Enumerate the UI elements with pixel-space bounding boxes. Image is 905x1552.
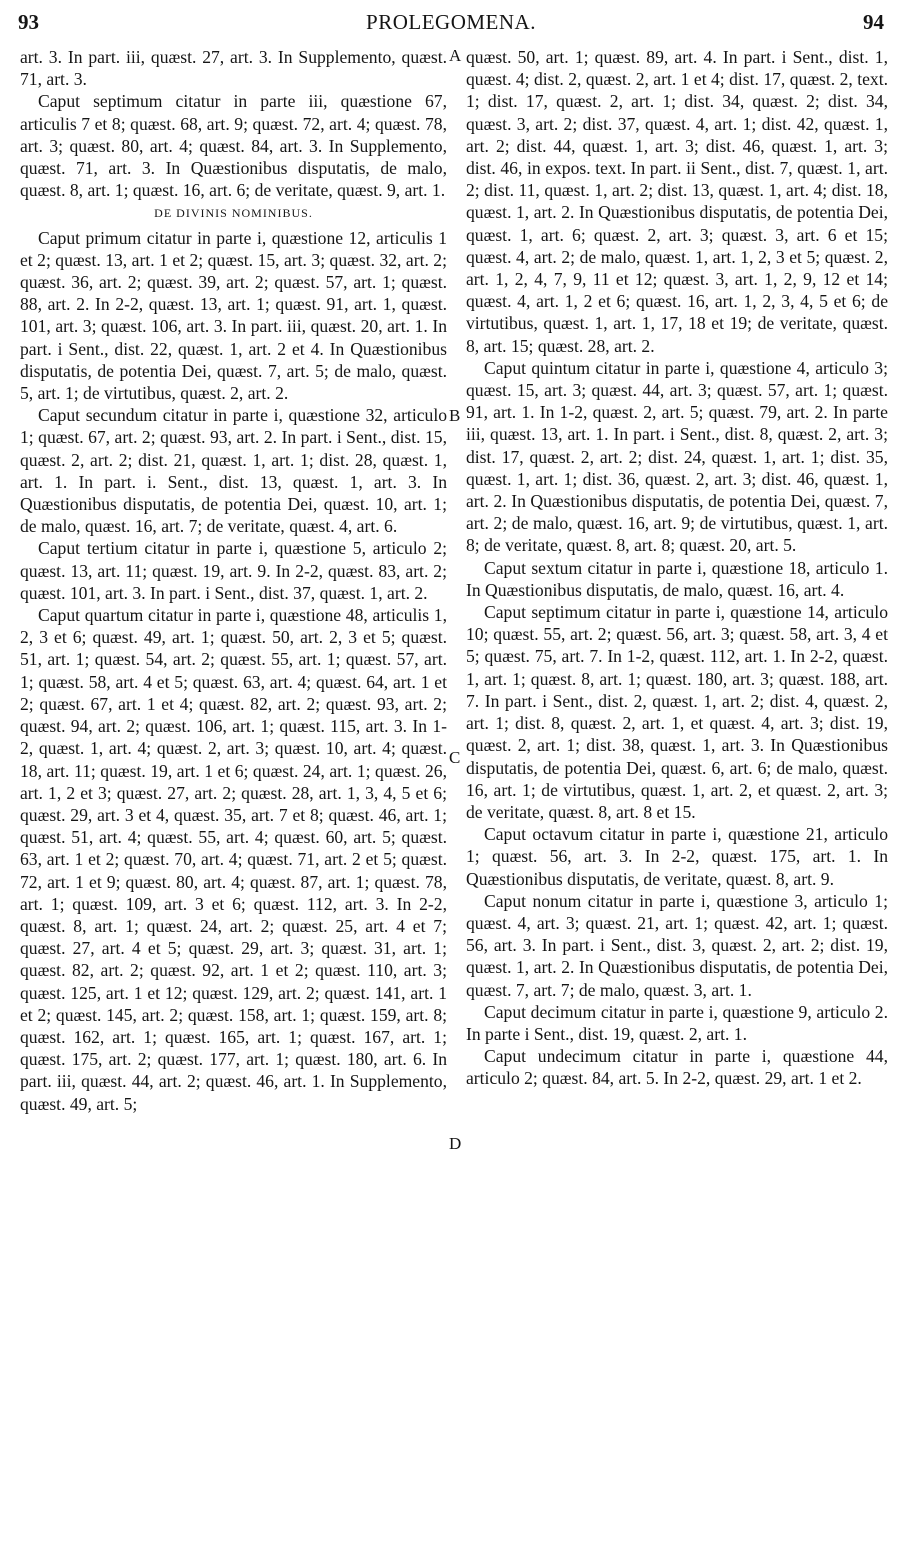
- paragraph: Caput sextum citatur in parte i, quæstione 18, articulo 1. In Quæstionibus disputatis, de malo, quæst. 16, art. 4.: [466, 557, 888, 600]
- paragraph: Caput quartum citatur in parte i, quæstione 48, articulis 1, 2, 3 et 6; quæst. 49, art. 1; quæst. 50, art. 2, 3 et 5; quæst. 51, art. 1; quæst. 54, art. 2; quæst. 55, art. 1; quæst. 57, art. 1; quæst. 58, art. 4 et 5; quæst. 63, art. 4; quæst. 64, art. 1 et 2; quæst. 67, art. 1 et 4; quæst. 82, art. 2; quæst. 93, art. 2; quæst. 94, art. 2; quæst. 106, art. 1; quæst. 115, art. 3. In 1-2, quæst. 1, art. 4; quæst. 2, art. 3; quæst. 10, art. 4; quæst. 18, art. 11; quæst. 19, art. 1 et 6; quæst. 24, art. 1; quæst. 26, art. 1, 2 et 3; quæst. 27, art. 2; quæst. 28, art. 1, 3, 4, 5 et 6; quæst. 29, art. 3 et 4, quæst. 35, art. 7 et 8; quæst. 46, art. 1; quæst. 51, art. 4; quæst. 55, art. 4; quæst. 60, art. 5; quæst. 63, art. 1 et 2; quæst. 70, art. 4; quæst. 71, art. 2 et 5; quæst. 72, art. 1 et 9; quæst. 80, art. 4; quæst. 87, art. 1; quæst. 78, art. 1; quæst. 109, art. 3 et 6; quæst. 112, art. 3. In 2-2, quæst. 8, art. 1; quæst. 24, art. 2; quæst. 25, art. 4 et 7; quæst. 27, art. 4 et 5; quæst. 29, art. 3; quæst. 31, art. 1; quæst. 82, art. 2; quæst. 92, art. 1 et 2; quæst. 110, art. 3; quæst. 125, art. 1 et 12; quæst. 129, art. 2; quæst. 141, art. 1 et 2; quæst. 145, art. 2; quæst. 158, art. 1; quæst. 159, art. 8; quæst. 162, art. 1; quæst. 165, art. 1; quæst. 167, art. 1; quæst. 175, art. 2; quæst. 177, art. 1; quæst. 180, art. 6. In part. iii, quæst. 44, art. 2; quæst. 46, art. 1. In Supplemento, quæst. 49, art. 5;: [20, 605, 447, 1114]
- left-page-number: 93: [18, 10, 39, 34]
- paragraph: Caput tertium citatur in parte i, quæstione 5, articulo 2; quæst. 13, art. 11; quæst. 19, art. 9. In 2-2, quæst. 83, art. 2; quæst. 101, art. 3. In part. i Sent., dist. 37, quæst. 1, art. 2.: [20, 538, 447, 603]
- right-page-number: 94: [863, 10, 884, 34]
- paragraph: quæst. 50, art. 1; quæst. 89, art. 4. In part. i Sent., dist. 1, quæst. 4; dist. 2, quæst. 2, art. 1 et 4; dist. 17, quæst. 2, text. 1; dist. 17, quæst. 2, art. 1; dist. 34, quæst. 2; dist. 34, quæst. 3, art. 2; dist. 37, quæst. 4, art. 1; dist. 42, quæst. 1, art. 2; dist. 44, quæst. 1, art. 3; dist. 46, quæst. 1, art. 3; dist. 46, in expos. text. In part. ii Sent., dist. 7, quæst. 1, art. 2; dist. 11, quæst. 1, art. 2; dist. 13, quæst. 1, art. 4; dist. 18, quæst. 1, art. 2. In Quæstionibus disputatis, de potentia Dei, quæst. 1, art. 6; quæst. 2, art. 3; quæst. 3, art. 6 et 15; quæst. 4, art. 2; de malo, quæst. 1, art. 1, 2, 3 et 5; quæst. 2, art. 1, 2, 4, 7, 9, 11 et 12; quæst. 3, art. 1, 2, 9, 12 et 14; quæst. 4, art. 1, 2 et 6; quæst. 16, art. 1, 2, 3, 4, 5 et 6; de virtutibus, quæst. 1, art. 1, 17, 18 et 19; de veritate, quæst. 8, art. 15; quæst. 28, art. 2.: [466, 47, 888, 356]
- margin-letter-d: D: [449, 1134, 462, 1153]
- paragraph: Caput primum citatur in parte i, quæstione 12, articulis 1 et 2; quæst. 13, art. 1 et 2; quæst. 15, art. 3; quæst. 32, art. 2; quæst. 36, art. 2; quæst. 39, art. 2; quæst. 57, art. 1; quæst. 88, art. 2. In 2-2, quæst. 13, art. 1; quæst. 91, art. 1, quæst. 101, art. 3; quæst. 106, art. 3. In part. iii, quæst. 20, art. 1. In part. i Sent., dist. 22, quæst. 1, art. 2 et 4. In Quæstionibus disputatis, de potentia Dei, quæst. 7, art. 5; de malo, quæst. 5, art. 1; de virtutibus, quæst. 2, art. 2.: [20, 227, 447, 404]
- paragraph: Caput secundum citatur in parte i, quæstione 32, articulo 1; quæst. 67, art. 2; quæst. 93, art. 2. In part. i Sent., dist. 15, quæst. 2, art. 2; dist. 21, quæst. 1, art. 1; dist. 28, quæst. 1, art. 1. In part. i. Sent., dist. 13, quæst. 1, art. 3. In Quæstionibus disputatis, de potentia Dei, quæst. 10, art. 1; de malo, quæst. 16, art. 7; de veritate, quæst. 4, art. 6.: [20, 405, 447, 537]
- paragraph: Caput quintum citatur in parte i, quæstione 4, articulo 3; quæst. 15, art. 3; quæst. 44, art. 3; quæst. 57, art. 1; quæst. 91, art. 1. In 1-2, quæst. 2, art. 5; quæst. 79, art. 2. In parte iii, quæst. 13, art. 1. In part. i Sent., dist. 8, quæst. 2, art. 3; dist. 17, quæst. 2, art. 2; dist. 24, quæst. 1, art. 1; dist. 35, quæst. 1, art. 1; dist. 36, quæst. 2, art. 3; dist. 46, quæst. 1, art. 2. In Quæstionibus disputatis, de potentia Dei, quæst. 7, art. 2; de malo, quæst. 16, art. 9; de virtutibus, quæst. 1, art. 8; de veritate, quæst. 8, art. 8; quæst. 20, art. 5.: [466, 357, 888, 556]
- page-header: [18, 10, 884, 40]
- paragraph: Caput undecimum citatur in parte i, quæstione 44, articulo 2; quæst. 84, art. 5. In 2-2, quæst. 29, art. 1 et 2.: [466, 1046, 888, 1089]
- right-column: [466, 46, 888, 1090]
- paragraph: Caput septimum citatur in parte i, quæstione 14, articulo 10; quæst. 55, art. 2; quæst. 56, art. 3; quæst. 58, art. 3, 4 et 5; quæst. 75, art. 7. In 1-2, quæst. 112, art. 1. In 2-2, quæst. 1, art. 1; quæst. 8, art. 1; quæst. 180, art. 3; quæst. 188, art. 7. In part. i Sent., dist. 2, quæst. 1, art. 2; dist. 4, quæst. 2, art. 1; dist. 8, quæst. 2, art. 1, et quæst. 4, art. 3; dist. 19, quæst. 2, art. 1; dist. 38, quæst. 1, art. 3. In Quæstionibus disputatis, de potentia Dei, quæst. 6, art. 6; de malo, quæst. 16, art. 1; de virtutibus, quæst. 1, art. 2, et quæst. 2, art. 3; de veritate, quæst. 8, art. 8 et 15.: [466, 602, 888, 822]
- margin-letter-b: B: [449, 406, 461, 425]
- section-heading: DE DIVINIS NOMINIBUS.: [154, 206, 313, 221]
- margin-letter-a: A: [449, 46, 462, 65]
- paragraph: Caput octavum citatur in parte i, quæstione 21, articulo 1; quæst. 56, art. 3. In 2-2, quæst. 175, art. 1. In Quæstionibus disputatis, de veritate, quæst. 8, art. 9.: [466, 824, 888, 889]
- running-title: PROLEGOMENA.: [366, 10, 536, 34]
- paragraph: Caput nonum citatur in parte i, quæstione 3, articulo 1; quæst. 4, art. 3; quæst. 21, art. 1; quæst. 42, art. 1; quæst. 56, art. 3. In part. i Sent., dist. 3, quæst. 2, art. 2; dist. 19, quæst. 1, art. 2. In Quæstionibus disputatis, de potentia Dei, quæst. 7, art. 7; de malo, quæst. 3, art. 1.: [466, 890, 888, 1000]
- paragraph: art. 3. In part. iii, quæst. 27, art. 3. In Supplemento, quæst. 71, art. 3.: [20, 47, 447, 90]
- left-column: [20, 46, 447, 1115]
- paragraph: Caput decimum citatur in parte i, quæstione 9, articulo 2. In parte i Sent., dist. 19, quæst. 2, art. 1.: [466, 1001, 888, 1044]
- paragraph: Caput septimum citatur in parte iii, quæstione 67, articulis 7 et 8; quæst. 68, art. 9; quæst. 72, art. 4; quæst. 78, art. 3; quæst. 80, art. 4; quæst. 84, art. 3. In Supplemento, quæst. 71, art. 3. In Quæstionibus disputatis, de malo, quæst. 8, art. 1; quæst. 16, art. 6; de veritate, quæst. 9, art. 1.: [20, 91, 447, 201]
- margin-letter-c: C: [449, 748, 461, 767]
